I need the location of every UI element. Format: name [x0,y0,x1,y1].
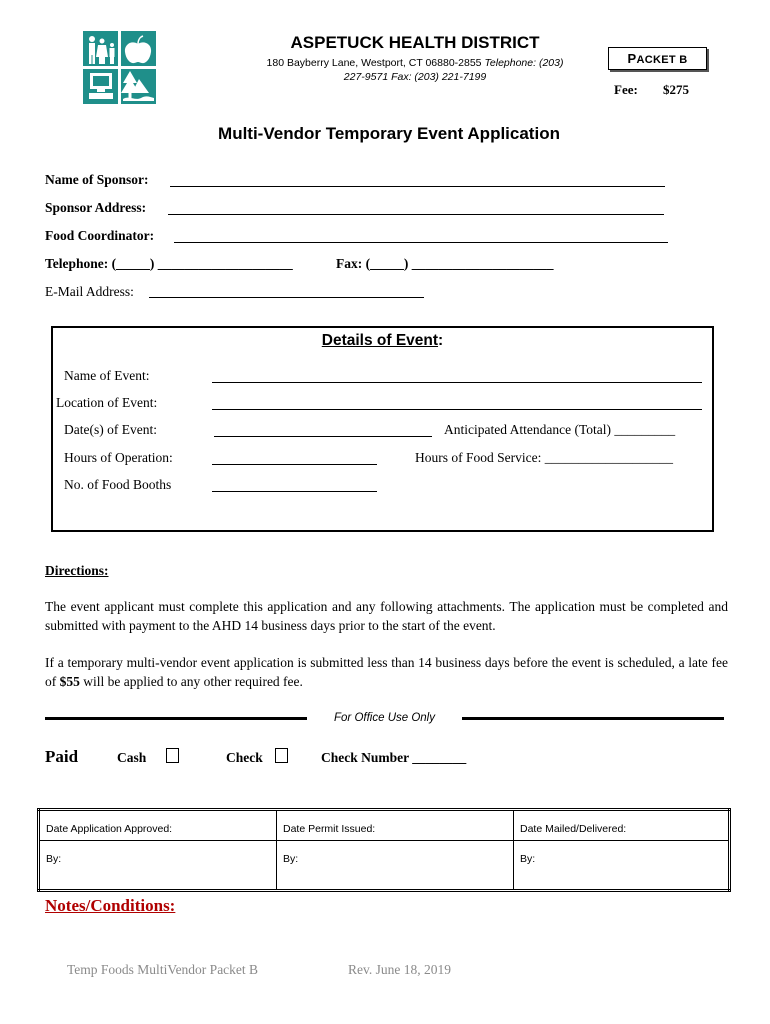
issued-by-cell[interactable]: By: [277,841,514,891]
packet-badge [608,47,707,70]
event-location-field[interactable] [212,409,702,410]
check-number-field[interactable]: Check Number ________ [321,750,467,765]
date-approved-cell[interactable]: Date Application Approved: [39,810,277,841]
paid-label: Paid [45,747,79,766]
office-divider-right [462,717,724,720]
address-phone-fax: 227-9571 Fax: (203) 221-7199 [343,71,487,83]
food-service-hours-field[interactable]: Hours of Food Service: ___________________ [415,450,673,465]
directions-paragraph-2 [45,653,728,691]
org-address [240,56,590,84]
email-label: E-Mail Address: [45,284,134,299]
address-street: 180 Bayberry Lane, Westport, CT 06880-2855 [266,57,485,69]
telephone-field[interactable]: Telephone: (_____) ____________________ [45,256,293,271]
date-permit-issued-cell[interactable]: Date Permit Issued: [277,810,514,841]
check-checkbox[interactable] [275,748,288,763]
footer-document-name: Temp Foods MultiVendor Packet B [67,962,259,977]
fee-value: $275 [663,82,689,97]
late-fee-text-post: will be applied to any other required fee. [79,674,303,689]
event-dates-label: Date(s) of Event: [64,422,157,437]
food-coordinator-field[interactable] [174,242,668,243]
office-use-label: For Office Use Only [334,712,435,724]
fax-field[interactable]: Fax: (_____) _____________________ [336,256,554,271]
computer-icon [89,73,113,99]
event-location-label: Location of Event: [56,395,158,410]
sponsor-name-label: Name of Sponsor: [45,172,149,187]
cash-label: Cash [117,750,147,765]
hours-operation-field[interactable] [212,464,377,465]
sponsor-name-field[interactable] [170,186,665,187]
event-name-field[interactable] [212,382,702,383]
health-district-logo [83,31,156,104]
sponsor-address-label: Sponsor Address: [45,200,147,215]
packet-label-first: P [627,51,637,66]
address-telephone: Telephone: (203) [484,57,564,69]
attendance-field[interactable]: Anticipated Attendance (Total) _________ [444,422,676,437]
food-booths-label: No. of Food Booths [64,477,172,492]
event-details-heading-colon: : [438,332,444,349]
hours-operation-label: Hours of Operation: [64,450,173,465]
cash-checkbox[interactable] [166,748,179,763]
event-name-label: Name of Event: [64,368,150,383]
office-approval-table [37,808,731,892]
org-name: ASPETUCK HEALTH DISTRICT [290,33,540,52]
check-label: Check [226,750,263,765]
directions-paragraph-1: The event applicant must complete this application and any following attachments. The application must be completed and submitted with payment to the AHD 14 business days prior to the start of the event. [45,599,728,633]
event-details-heading-text: Details of Event [321,332,439,349]
form-title: Multi-Vendor Temporary Event Application [218,124,560,143]
event-details-heading [51,332,714,350]
food-booths-field[interactable] [212,491,377,492]
mailed-by-cell[interactable]: By: [514,841,730,891]
fee-label: Fee: [614,82,638,97]
footer-revision: Rev. June 18, 2019 [348,962,451,977]
email-field[interactable] [149,297,424,298]
notes-heading: Notes/Conditions: [45,896,176,915]
late-fee-amount: $55 [59,674,80,689]
sponsor-address-field[interactable] [168,214,664,215]
event-dates-field[interactable] [214,436,432,437]
approved-by-cell[interactable]: By: [39,841,277,891]
office-divider-left [45,717,307,720]
late-fee-text-pre: If a temporary multi-vendor event application is submitted less than 14 business days before the event is scheduled, a late fee of [45,655,728,689]
packet-label-rest: ACKET B [636,54,688,66]
directions-heading: Directions: [45,563,109,578]
date-mailed-cell[interactable]: Date Mailed/Delivered: [514,810,730,841]
food-coordinator-label: Food Coordinator: [45,228,155,243]
